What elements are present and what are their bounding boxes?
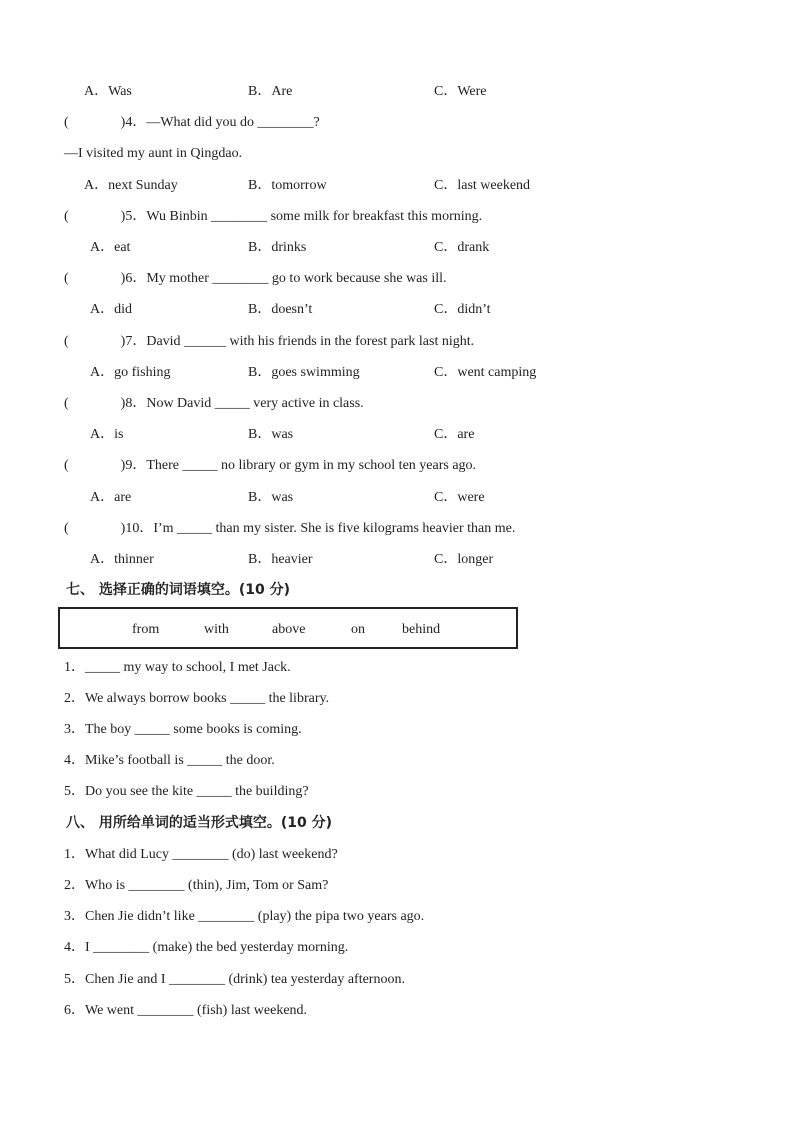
answer-paren: ( (64, 209, 69, 224)
section-8-item: 2．Who is ________ (thin), Jim, Tom or Sam? (64, 878, 329, 893)
answer-paren: ( (64, 458, 69, 473)
question-text: )7．David ______ with his friends in the forest park last night. (120, 334, 475, 349)
option-c: C．were (434, 490, 485, 505)
question-text: )5．Wu Binbin ________ some milk for breakfast this morning. (120, 209, 483, 224)
option-b: B．was (248, 427, 294, 442)
section-7-item: 2．We always borrow books _____ the library. (64, 691, 330, 706)
question-9 (64, 457, 476, 475)
section-8-item: 4．I ________ (make) the bed yesterday morning. (64, 940, 349, 955)
question-text: )10．I’m _____ than my sister. She is five kilograms heavier than me. (120, 521, 516, 536)
section-7-item: 4．Mike’s football is _____ the door. (64, 753, 275, 768)
answer-paren: ( (64, 271, 69, 286)
option-b: B．goes swimming (248, 365, 360, 380)
word-bank-word: with (204, 622, 229, 637)
question-4 (64, 114, 320, 132)
section-7-item: 3．The boy _____ some books is coming. (64, 722, 302, 737)
option-b: B．tomorrow (248, 178, 327, 193)
question-6 (64, 270, 447, 288)
option-a: A．are (90, 490, 132, 505)
word-bank-word: behind (402, 622, 441, 637)
option-c: C．didn’t (434, 302, 491, 317)
option-a: A．go fishing (90, 365, 171, 380)
option-a: A．is (90, 427, 124, 442)
section-7-item: 5．Do you see the kite _____ the building? (64, 784, 309, 799)
answer-paren: ( (64, 115, 69, 130)
question-10 (64, 520, 515, 538)
answer-paren: ( (64, 521, 69, 536)
section-8-title: 八、 用所给单词的适当形式填空。(10 分) (66, 815, 333, 831)
section-8-item: 6．We went ________ (fish) last weekend. (64, 1003, 308, 1018)
question-text: )6．My mother ________ go to work because she was ill. (120, 271, 447, 286)
question-4-dialogue: —I visited my aunt in Qingdao. (64, 146, 243, 161)
section-7-item: 1．_____ my way to school, I met Jack. (64, 660, 291, 675)
question-7 (64, 333, 474, 351)
option-c: C．Were (434, 84, 487, 99)
question-5 (64, 208, 482, 226)
option-c: C．longer (434, 552, 494, 567)
option-a: A．did (90, 302, 132, 317)
option-b: B．doesn’t (248, 302, 313, 317)
option-c: C．last weekend (434, 178, 531, 193)
section-8-item: 5．Chen Jie and I ________ (drink) tea yesterday afternoon. (64, 972, 405, 987)
option-c: C．drank (434, 240, 490, 255)
option-b: B．was (248, 490, 294, 505)
question-text: )8．Now David _____ very active in class. (120, 396, 364, 411)
question-8 (64, 395, 364, 413)
option-b: B．Are (248, 84, 293, 99)
question-text: )4．—What did you do ________? (120, 115, 320, 130)
section-7-title: 七、 选择正确的词语填空。(10 分) (66, 582, 291, 598)
option-b: B．drinks (248, 240, 307, 255)
option-a: A．next Sunday (84, 178, 178, 193)
option-c: C．are (434, 427, 475, 442)
word-bank-word: from (132, 622, 160, 637)
section-8-item: 3．Chen Jie didn’t like ________ (play) the pipa two years ago. (64, 909, 425, 924)
option-c: C．went camping (434, 365, 537, 380)
word-bank-word: above (272, 622, 306, 637)
word-bank-word: on (351, 622, 365, 637)
option-a: A．eat (90, 240, 131, 255)
word-bank-box (58, 607, 518, 649)
answer-paren: ( (64, 334, 69, 349)
question-text: )9．There _____ no library or gym in my school ten years ago. (120, 458, 477, 473)
option-a: A．thinner (90, 552, 154, 567)
option-b: B．heavier (248, 552, 313, 567)
section-8-item: 1．What did Lucy ________ (do) last weekend? (64, 847, 338, 862)
option-a: A．Was (84, 84, 132, 99)
answer-paren: ( (64, 396, 69, 411)
